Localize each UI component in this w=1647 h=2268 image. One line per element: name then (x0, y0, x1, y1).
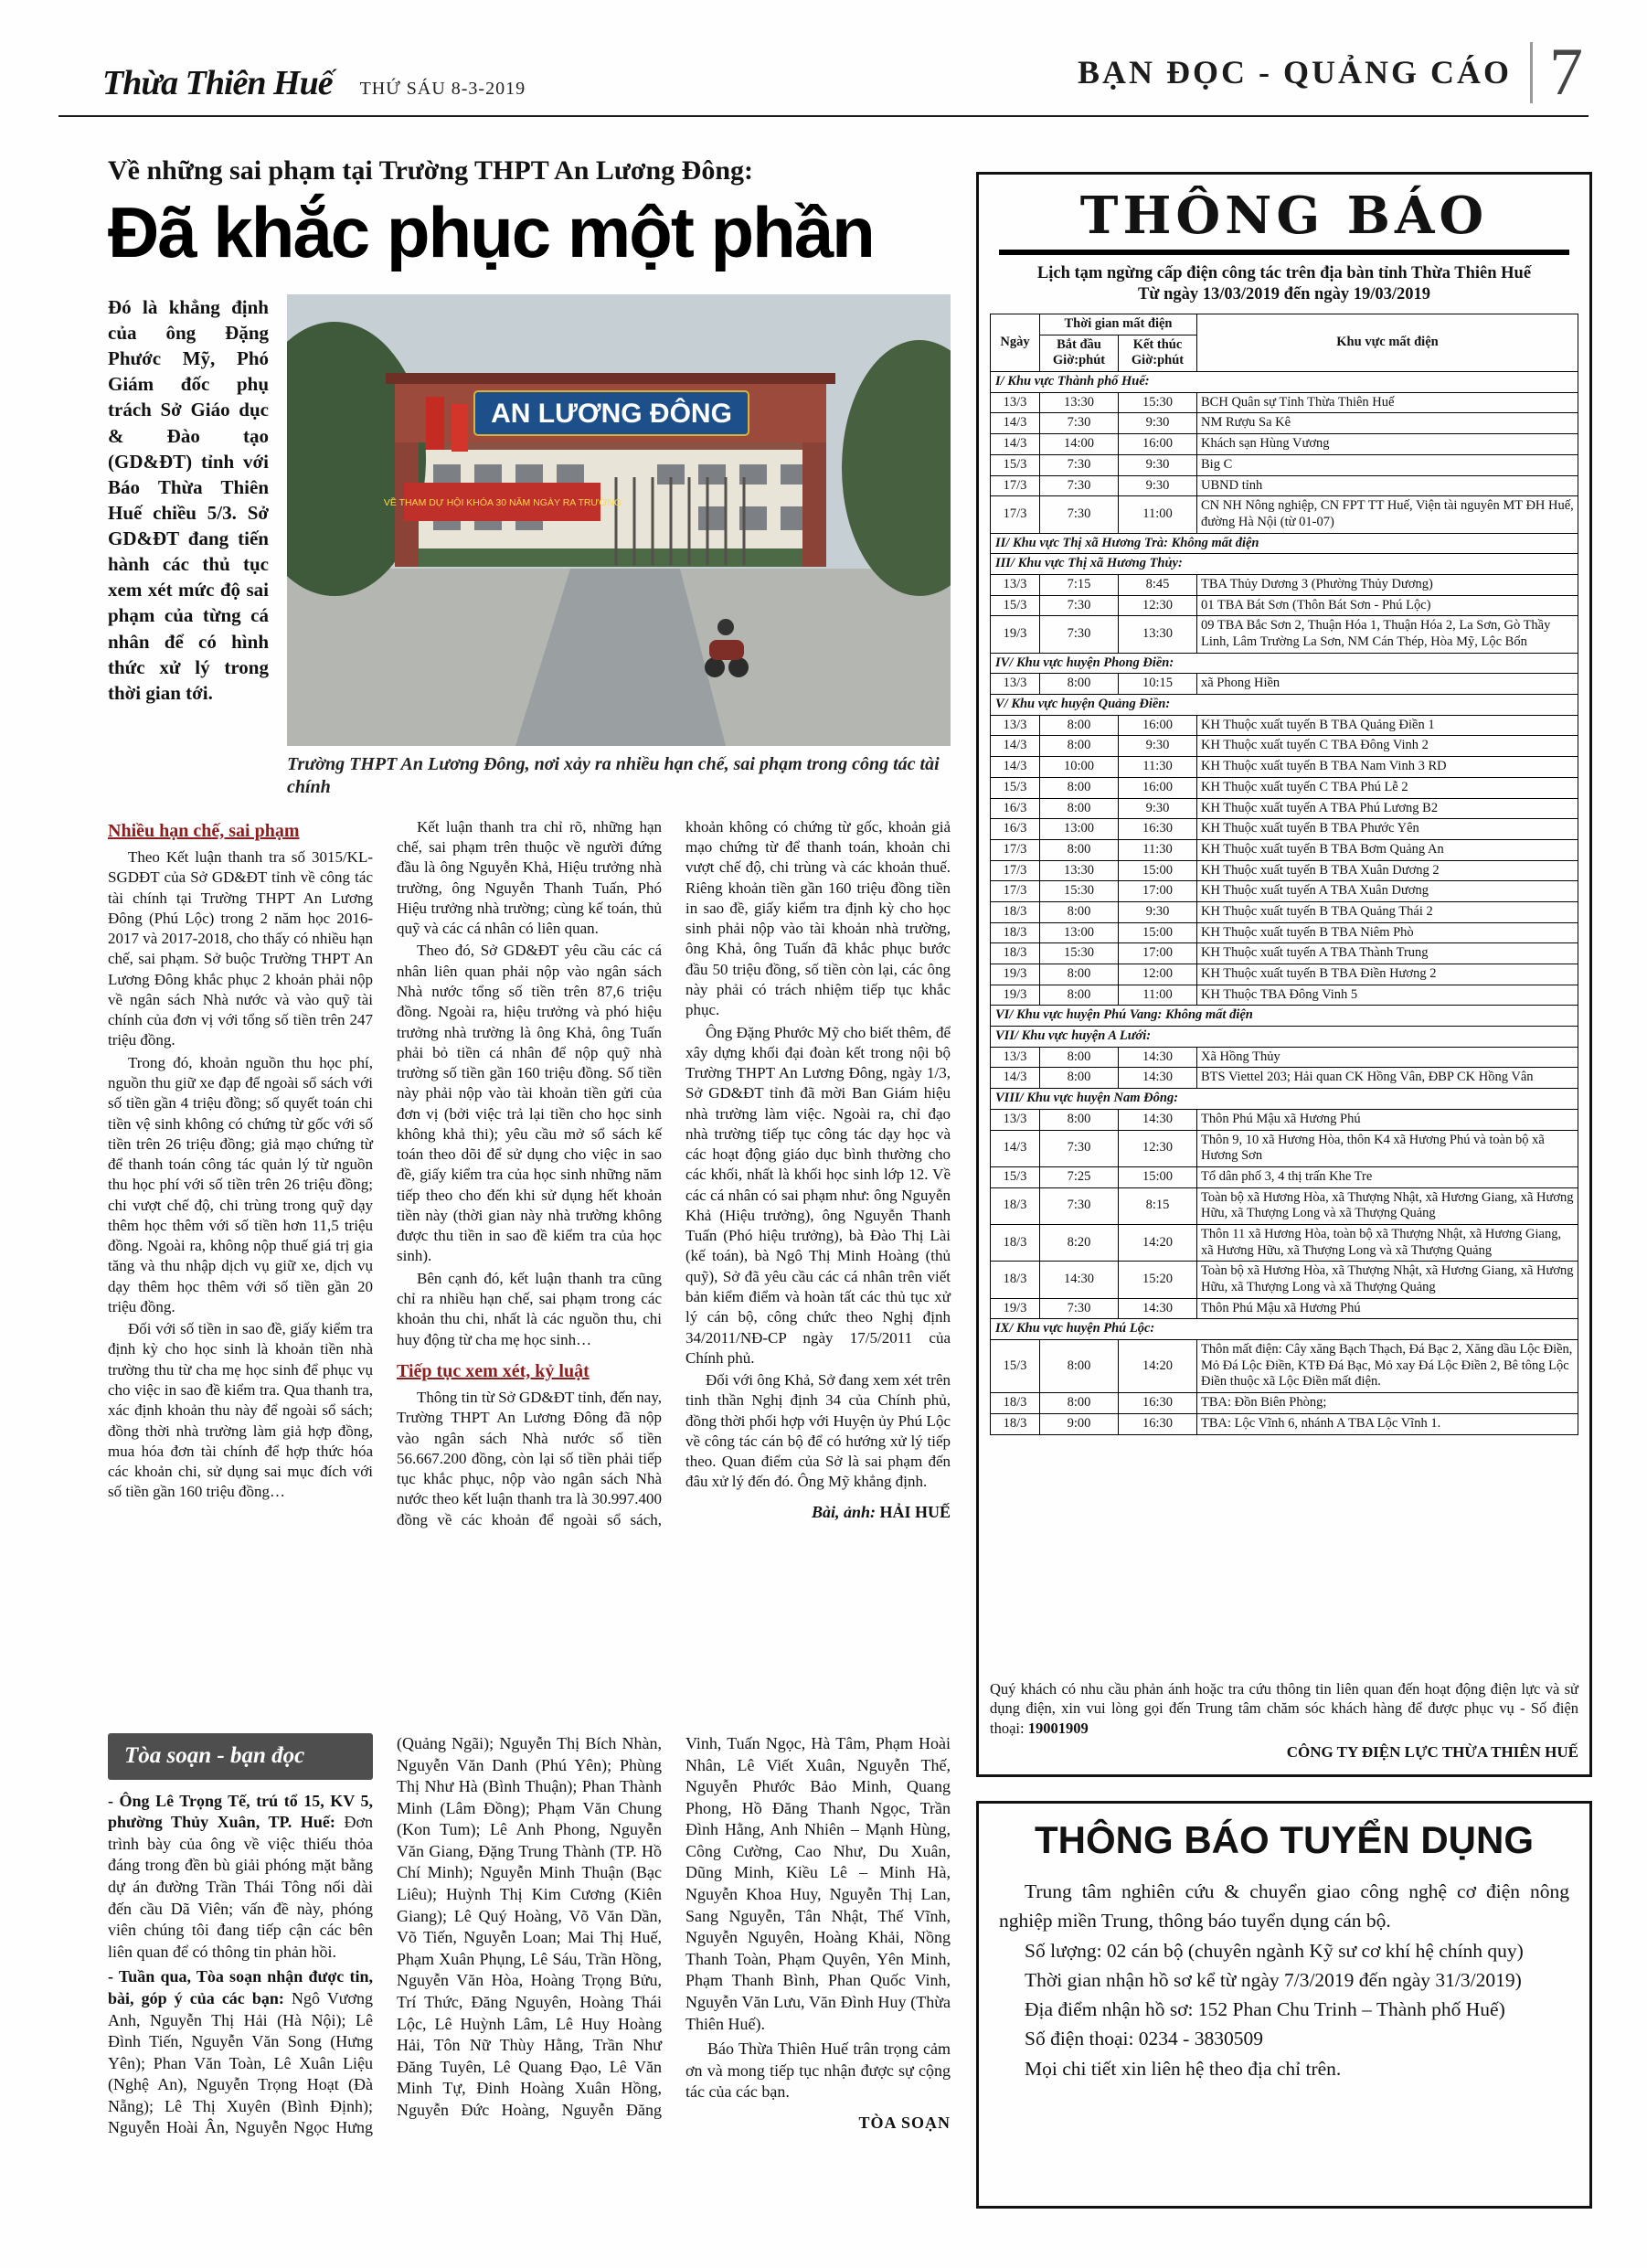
article-paragraph: Đối với số tiền in sao đề, giấy kiểm tra định kỳ cho học sinh là khoản tiền nhà trường thu từ cha mẹ học sinh để phục vụ cho việc in sao đề kiểm tra. Qua thanh tra, xác định khoản thu này để ngoài sổ sách; đồng thời nhà trường làm giả hợp đồng, mua hóa đơn tài chính để hợp thức hóa các khoản chi, sử dụng sai mục đích với số tiền gần 160 triệu đồng… (108, 1320, 373, 1501)
outage-end-time: 14:30 (1119, 1047, 1197, 1068)
outage-end-time: 13:30 (1119, 616, 1197, 653)
col-header-end-line2: Giờ:phút (1131, 353, 1185, 368)
outage-area: KH Thuộc xuất tuyến B TBA Xuân Dương 2 (1197, 860, 1578, 881)
outage-end-time: 14:30 (1119, 1109, 1197, 1130)
outage-start-time: 7:15 (1040, 574, 1119, 595)
outage-area: Thôn Phú Mậu xã Hương Phú (1197, 1298, 1578, 1319)
outage-end-time: 15:20 (1119, 1262, 1197, 1298)
newspaper-logo: Thừa Thiên Huế (102, 63, 333, 102)
outage-row (991, 901, 1578, 922)
outage-day: 14/3 (991, 757, 1040, 778)
outage-day: 16/3 (991, 798, 1040, 819)
readers-thanks: Báo Thừa Thiên Huế trân trọng cảm ơn và mong tiếp tục nhận được sự cộng tác của các bạn. (685, 2039, 951, 2102)
outage-row (991, 413, 1578, 434)
outage-day: 15/3 (991, 595, 1040, 616)
outage-start-time: 8:00 (1040, 777, 1119, 798)
article-paragraph: Bên cạnh đó, kết luận thanh tra cũng chỉ ra nhiều hạn chế, sai phạm trong các khoản thu chi, nhất là các nguồn thu, chi huy động từ cha mẹ học sinh… (397, 1269, 662, 1348)
col-header-start-line2: Giờ:phút (1052, 353, 1106, 368)
outage-area: Xã Hồng Thủy (1197, 1047, 1578, 1068)
recruitment-title: THÔNG BÁO TUYỂN DỤNG (1035, 1818, 1534, 1861)
outage-row (991, 392, 1578, 413)
outage-area: TBA Thủy Dương 3 (Phường Thủy Dương) (1197, 574, 1578, 595)
outage-start-time: 8:00 (1040, 1047, 1119, 1068)
article-paragraph: Theo Kết luận thanh tra số 3015/KL-SGDĐT của Sở GD&ĐT tỉnh về công tác tài chính tại Trường THPT An Lương Đông (Phú Lộc) trong 2 năm học 2016-2017 và 2017-2018, cho thấy có nhiều hạn chế, sai phạm. Sở buộc Trường THPT An Lương Đông khắc phục 2 khoản phải nộp về ngân sách Nhà nước và vào quỹ tài chính của đơn vị với tổng số tiền trên 247 triệu đồng. (108, 848, 373, 1049)
outage-section-heading: V/ Khu vực huyện Quảng Điền: (991, 695, 1578, 716)
article-paragraph: Trong đó, khoản nguồn thu học phí, nguồn thu giữ xe đạp để ngoài sổ sách với số tiền gần 4 triệu đồng; số quyết toán chi tiền vệ sinh không có chứng từ gốc với số tiền trên 26 triệu đồng; giả mạo chứng từ để thanh toán công tác quản lý từ nguồn thu học phí với số tiền trên 26 triệu đồng; chi vượt chế độ, chi trùng trong quỹ dạy thêm học thêm với số tiền hơn 11,5 triệu đồng. Ngoài ra, không nộp thuế giá trị gia tăng và thu nhập dịch vụ giữ xe, dịch vụ dạy thêm học thêm với số tiền gần 20 triệu đồng. (108, 1053, 373, 1315)
col-header-end (1119, 335, 1197, 371)
outage-end-time: 9:30 (1119, 736, 1197, 757)
outage-day: 13/3 (991, 1047, 1040, 1068)
article-subhead-2: Tiếp tục xem xét, kỷ luật (397, 1360, 590, 1381)
outage-start-time: 8:00 (1040, 1393, 1119, 1414)
outage-day: 19/3 (991, 964, 1040, 985)
notice-footer-note (990, 1670, 1578, 1738)
outage-start-time: 15:30 (1040, 943, 1119, 964)
outage-day: 15/3 (991, 1340, 1040, 1393)
masthead-left (102, 63, 526, 103)
article-kicker: Về những sai phạm tại Trường THPT An Lương Đông: (108, 155, 754, 186)
outage-row (991, 1298, 1578, 1319)
outage-area: TBA: Lộc Vĩnh 6, nhánh A TBA Lộc Vĩnh 1. (1197, 1413, 1578, 1434)
outage-row (991, 1262, 1578, 1298)
readers-p1-text: Đơn trình bày của ông về việc thiếu thỏa đáng trong đền bù giải phóng mặt bằng dự án đường Trần Thái Tông nối dài đến cầu Dã Viên; vấn đề này, phóng viên chúng tôi đang tiếp cận các bên liên quan để có thông tin phản hồi. (108, 1813, 373, 1961)
outage-row (991, 434, 1578, 455)
article-byline (685, 1502, 951, 1524)
outage-row (991, 839, 1578, 860)
outage-start-time: 13:30 (1040, 860, 1119, 881)
outage-end-time: 14:20 (1119, 1224, 1197, 1261)
recruitment-paragraph: Thời gian nhận hồ sơ kể từ ngày 7/3/2019 đến ngày 31/3/2019) (1025, 1968, 1522, 1991)
outage-row (991, 819, 1578, 840)
outage-end-time: 12:00 (1119, 964, 1197, 985)
outage-end-time: 14:30 (1119, 1298, 1197, 1319)
outage-area: KH Thuộc xuất tuyến A TBA Thành Trung (1197, 943, 1578, 964)
article-headline: Đã khắc phục một phần (108, 192, 874, 272)
outage-day: 15/3 (991, 777, 1040, 798)
article-paragraph: Thông tin từ Sở GD&ĐT tỉnh, đến nay, Trường THPT An Lương Đông đã nộp vào ngân sách Nhà nước số tiền 56.667.200 đồng, còn lại số tiền phải tiếp tục khắc phục, nộp vào ngân sách Nhà nước theo kết luận thanh tra là 30.997.400 đồng về các khoản để ngoài sổ sách, khoản không có chứng từ gốc, khoản giả mạo chứng từ để thanh toán, khoản chi vượt chế độ, chi trùng và các khoản thuế. Riêng khoản tiền gần 160 triệu đồng tiền in sao đề, giấy kiểm tra định kỳ cho học sinh phải nộp vào tài khoản nhà trường, ông Khả, ông Tuấn đã khắc phục bước đầu 50 triệu đồng, số tiền còn lại, các ông này phải có trách nhiệm tiếp tục khắc phục. (397, 817, 951, 1528)
recruitment-notice (976, 1801, 1592, 2209)
outage-end-time: 15:00 (1119, 922, 1197, 943)
outage-start-time: 8:00 (1040, 1109, 1119, 1130)
outage-area: KH Thuộc xuất tuyến B TBA Bơm Quảng An (1197, 839, 1578, 860)
outage-start-time: 14:00 (1040, 434, 1119, 455)
outage-table-body (991, 372, 1578, 1434)
recruitment-paragraph: Số lượng: 02 cán bộ (chuyên ngành Kỹ sư cơ khí hệ chính quy) (1025, 1939, 1524, 1962)
outage-end-time: 9:30 (1119, 798, 1197, 819)
outage-start-time: 14:30 (1040, 1262, 1119, 1298)
outage-row (991, 1413, 1578, 1434)
outage-area: NM Rượu Sa Kê (1197, 413, 1578, 434)
notice-subtitle-1: Lịch tạm ngừng cấp điện công tác trên địa bàn tỉnh Thừa Thiên Huế (1036, 264, 1532, 282)
photo-gate-roof (386, 373, 835, 384)
readers-p2-text: Ngô Vương Anh, Nguyễn Thị Hải (Hà Nội); Lê Đình Tiến, Nguyễn Văn Song (Hưng Yên); Phan Văn Toàn, Lê Xuân Liệu (Nghệ An), Nguyễn Trọng Hoạt (Đà Nẵng); Lê Thị Xuyên (Bình Định); Nguyễn Hoài Ân, Nguyễn Ngọc Hưng (Quảng Ngãi); Nguyễn Thị Bích Nhàn, Nguyễn Văn Danh (Phú Yên); Phùng Thị Như Hà (Bình Thuận); Phan Thành Minh (Lâm Đồng); Phạm Văn Chung (Kon Tum); Lê Anh Phong, Nguyễn Văn Giang, Đặng Trung Thành (TP. Hồ Chí Minh); Nguyễn Minh Thuận (Bạc Liêu); Huỳnh Thị Kim Cương (Kiên Giang); Lê Quý Hoàng, Võ Văn Dần, Võ Tiến, Nguyễn Loan; Mai Thị Huế, Phạm Xuân Phụng, Lê Sáu, Trần Hồng, Nguyễn Văn Hòa, Hoàng Trọng Bửu, Trí Thức, Đăng Nguyên, Hoàng Thái Lộc, Lê Huỳnh Lâm, Lê Huy Hoàng Hải, Tôn Nữ Thùy Hằng, Trần Như Đăng Tuyên, Lê Quang Đạo, Lê Văn Minh Tự, Đinh Hoàng Xuân Hồng, Nguyễn Đức Hoàng, Nguyễn Đăng Vinh, Tuấn Ngọc, Hà Tâm, Phạm Hoài Nhân, Lê Viết Xuân, Nguyễn Thế, Nguyễn Phước Bảo Minh, Quang Phong, Hồ Đăng Thanh Ngọc, Trần Đình Hằng, Anh Nhiên – Mạnh Hùng, Công Cường, Cao Như, Du Xuân, Dũng Minh, Kiều Lê – Minh Hà, Nguyễn Khoa Huy, Nguyễn Thị Lan, Sang Nguyễn, Tân Nhật, Thế Vĩnh, Nguyễn Nguyên, Hoàng Khải, Nồng Thanh Toàn, Phạm Quyên, Yên Minh, Phạm Thanh Bình, Phan Quốc Vinh, Nguyễn Văn Lưu, Văn Đình Huy (Thừa Thiên Huế). (108, 1734, 951, 2137)
outage-row (991, 1393, 1578, 1414)
outage-day: 18/3 (991, 943, 1040, 964)
outage-start-time: 8:00 (1040, 798, 1119, 819)
outage-day: 19/3 (991, 1298, 1040, 1319)
outage-end-time: 16:00 (1119, 434, 1197, 455)
outage-section-row (991, 1027, 1578, 1048)
outage-start-time: 8:00 (1040, 715, 1119, 736)
outage-area: TBA: Đồn Biên Phòng; (1197, 1393, 1578, 1414)
readers-paragraph (108, 1791, 373, 1964)
section-title: BẠN ĐỌC - QUẢNG CÁO (1078, 54, 1512, 91)
page-number: 7 (1530, 42, 1583, 103)
outage-start-time: 7:25 (1040, 1166, 1119, 1187)
article-lead-row (108, 294, 951, 799)
article-lead: Đó là khẳng định của ông Đặng Phước Mỹ, Phó Giám đốc phụ trách Sở Giáo dục & Đào tạo (GD&ĐT) tỉnh với Báo Thừa Thiên Huế chiều 5/3. Sở GD&ĐT đang tiến hành các thủ tục xem xét mức độ sai phạm của từng cá nhân để có hình thức xử lý trong thời gian tới. (108, 295, 269, 704)
outage-start-time: 13:00 (1040, 922, 1119, 943)
outage-section-heading: VII/ Khu vực huyện A Lưới: (991, 1027, 1578, 1048)
readers-section (108, 1733, 951, 2139)
outage-start-time: 7:30 (1040, 413, 1119, 434)
outage-end-time: 16:30 (1119, 1413, 1197, 1434)
outage-day: 18/3 (991, 1413, 1040, 1434)
outage-day: 14/3 (991, 1130, 1040, 1166)
notice-footer-text: Quý khách có nhu cầu phản ánh hoặc tra cứu thông tin liên quan đến hoạt động điện lực và sử dụng điện, xin vui lòng gọi đến Trung tâm chăm sóc khách hàng để được phục vụ - Số điện thoại: (990, 1679, 1578, 1737)
outage-area: KH Thuộc xuất tuyến B TBA Quảng Thái 2 (1197, 901, 1578, 922)
outage-section-row (991, 653, 1578, 674)
outage-start-time: 8:20 (1040, 1224, 1119, 1261)
outage-start-time: 10:00 (1040, 757, 1119, 778)
outage-end-time: 16:00 (1119, 777, 1197, 798)
outage-day: 13/3 (991, 674, 1040, 695)
outage-row (991, 736, 1578, 757)
outage-start-time: 8:00 (1040, 985, 1119, 1006)
outage-area: Thôn Phú Mậu xã Hương Phú (1197, 1109, 1578, 1130)
outage-end-time: 11:30 (1119, 757, 1197, 778)
article-paragraph: Đối với ông Khả, Sở đang xem xét trên tinh thần Nghị định 34 của Chính phủ, đồng thời phối hợp với Huyện ủy Phú Lộc về công tác cán bộ để có hướng xử lý tiếp theo. Quan điểm của Sở là sai phạm đến đâu xử lý đến đó. Ông Mỹ khẳng định. (685, 1371, 951, 1491)
outage-end-time: 12:30 (1119, 1130, 1197, 1166)
outage-start-time: 13:30 (1040, 392, 1119, 413)
outage-start-time: 9:00 (1040, 1413, 1119, 1434)
photo-hedge (415, 548, 826, 567)
outage-start-time: 7:30 (1040, 454, 1119, 475)
outage-day: 19/3 (991, 985, 1040, 1006)
article-body (108, 817, 951, 1530)
outage-row (991, 595, 1578, 616)
outage-area: UBND tỉnh (1197, 475, 1578, 496)
outage-end-time: 9:30 (1119, 454, 1197, 475)
outage-area: KH Thuộc xuất tuyến C TBA Phú Lễ 2 (1197, 777, 1578, 798)
outage-row (991, 616, 1578, 653)
outage-area: KH Thuộc xuất tuyến C TBA Đông Vinh 2 (1197, 736, 1578, 757)
outage-start-time: 7:30 (1040, 616, 1119, 653)
readers-signoff: TÒA SOẠN (858, 2113, 951, 2132)
outage-section-heading: II/ Khu vực Thị xã Hương Trà: Không mất điện (991, 533, 1578, 554)
notice-hotline-number: 19001909 (1027, 1719, 1089, 1737)
outage-day: 19/3 (991, 616, 1040, 653)
outage-start-time: 8:00 (1040, 839, 1119, 860)
outage-area: KH Thuộc xuất tuyến A TBA Xuân Dương (1197, 881, 1578, 902)
photo-banner-text: VỀ THAM DỰ HỘI KHÓA 30 NĂM NGÀY RA TRƯỜNG (383, 496, 622, 508)
outage-section-heading: I/ Khu vực Thành phố Huế: (991, 372, 1578, 393)
outage-end-time: 16:30 (1119, 1393, 1197, 1414)
col-header-day: Ngày (991, 314, 1040, 372)
outage-day: 13/3 (991, 1109, 1040, 1130)
outage-row (991, 1130, 1578, 1166)
article-photo (287, 294, 951, 799)
outage-area: Khách sạn Hùng Vương (1197, 434, 1578, 455)
outage-start-time: 8:00 (1040, 1068, 1119, 1089)
outage-start-time: 8:00 (1040, 964, 1119, 985)
main-article (108, 155, 951, 1530)
recruitment-paragraph: Mọi chi tiết xin liên hệ theo địa chỉ trên. (1025, 2057, 1342, 2080)
outage-section-heading: IV/ Khu vực huyện Phong Điền: (991, 653, 1578, 674)
outage-area: KH Thuộc xuất tuyến B TBA Điền Hương 2 (1197, 964, 1578, 985)
outage-day: 14/3 (991, 434, 1040, 455)
col-header-start (1040, 335, 1119, 371)
outage-row (991, 757, 1578, 778)
outage-section-row (991, 1319, 1578, 1340)
article-subhead-1: Nhiều hạn chế, sai phạm (108, 820, 300, 841)
outage-row (991, 777, 1578, 798)
recruitment-paragraph: Số điện thoại: 0234 - 3830509 (1025, 2028, 1263, 2050)
outage-section-row (991, 533, 1578, 554)
article-paragraph: Theo đó, Sở GD&ĐT yêu cầu các cá nhân liên quan phải nộp vào ngân sách Nhà nước tổng số tiền trên 87,6 triệu đồng. Ngoài ra, hiệu trưởng và phó hiệu trưởng nhà trường là ông Khả, ông Tuấn phải bỏ tiền cá nhân để nộp quỹ nhà trường số tiền gần 160 triệu đồng. Số tiền này phải nộp vào tài khoản tiền gửi của đơn vị (bởi việc trả lại tiền cho học sinh không khả thi); yêu cầu mở sổ sách kế toán theo dõi để sử dụng cho việc in sao đề, giấy kiểm tra của học sinh những năm tiếp theo cho đến khi sử dụng hết khoản tiền này (thời gian này nhà trường không được thu tiền in sao đề kiểm tra của học sinh). (397, 942, 662, 1265)
outage-end-time: 9:30 (1119, 901, 1197, 922)
notice-subtitle-2: Từ ngày 13/03/2019 đến ngày 19/03/2019 (1138, 285, 1430, 303)
photo-gate-sign-text: AN LƯƠNG ĐÔNG (491, 398, 732, 429)
outage-start-time: 8:00 (1040, 736, 1119, 757)
article-paragraph: Ông Đặng Phước Mỹ cho biết thêm, để xây dựng khối đại đoàn kết trong nội bộ Trường THPT An Lương Đông, ngày 1/3, Sở GD&ĐT tỉnh đã mời Ban Giám hiệu nhà trường làm việc. Ngoài ra, chỉ đạo nhà trường tiếp tục công tác dạy học và các hoạt động giáo dục bình thường cho các khối, nhất là khối học sinh lớp 12. Về các cá nhân có sai phạm như: ông Nguyễn Khả (Hiệu trưởng), ông Nguyễn Thanh Tuấn (Phó hiệu trưởng), bà Đào Thị Lài (kế toán), bà Ngô Thị Minh Hoàng (thủ quỹ), Sở đã yêu cầu các cá nhân trên viết bản kiểm điểm và hoàn tất các thủ tục xử lý cán bộ, công chức theo Nghị định 34/2011/NĐ-CP ngày 17/5/2011 của Chính phủ. (685, 1023, 951, 1367)
outage-row (991, 1068, 1578, 1089)
outage-start-time: 15:30 (1040, 881, 1119, 902)
outage-area: Toàn bộ xã Hương Hòa, xã Thượng Nhật, xã Hương Giang, xã Hương Hữu, xã Thượng Long và xã Thượng Quảng (1197, 1262, 1578, 1298)
outage-row (991, 881, 1578, 902)
outage-end-time: 15:00 (1119, 860, 1197, 881)
issue-date: THỨ SÁU 8-3-2019 (359, 78, 526, 99)
outage-day: 18/3 (991, 901, 1040, 922)
outage-area: xã Phong Hiền (1197, 674, 1578, 695)
outage-row (991, 922, 1578, 943)
outage-area: KH Thuộc xuất tuyến B TBA Nam Vinh 3 RD (1197, 757, 1578, 778)
outage-section-row (991, 695, 1578, 716)
outage-start-time: 7:30 (1040, 595, 1119, 616)
readers-p1-lead: - Ông Lê Trọng Tế, trú tổ 15, KV 5, phường Thủy Xuân, TP. Huế: (108, 1791, 373, 1832)
outage-area: BCH Quân sự Tỉnh Thừa Thiên Huế (1197, 392, 1578, 413)
outage-day: 13/3 (991, 574, 1040, 595)
outage-start-time: 8:00 (1040, 674, 1119, 695)
photo-gate-pillar-right (802, 442, 826, 567)
outage-start-time: 13:00 (1040, 819, 1119, 840)
outage-section-row (991, 554, 1578, 575)
header-rule (58, 115, 1589, 117)
outage-day: 17/3 (991, 881, 1040, 902)
outage-row (991, 943, 1578, 964)
outage-day: 14/3 (991, 736, 1040, 757)
outage-section-heading: VIII/ Khu vực huyện Nam Đông: (991, 1089, 1578, 1110)
outage-end-time: 8:15 (1119, 1187, 1197, 1224)
outage-start-time: 8:00 (1040, 901, 1119, 922)
outage-row (991, 1187, 1578, 1224)
outage-section-heading: VI/ Khu vực huyện Phú Vang: Không mất điện (991, 1006, 1578, 1027)
outage-area: BTS Viettel 203; Hải quan CK Hồng Vân, ĐBP CK Hồng Vân (1197, 1068, 1578, 1089)
outage-day: 18/3 (991, 1187, 1040, 1224)
notice-signature: CÔNG TY ĐIỆN LỰC THỪA THIÊN HUẾ (1286, 1743, 1578, 1761)
col-header-start-line1: Bắt đầu (1057, 336, 1101, 352)
outage-row (991, 715, 1578, 736)
outage-row (991, 1109, 1578, 1130)
outage-day: 17/3 (991, 475, 1040, 496)
page-header (102, 35, 1583, 110)
outage-row (991, 1166, 1578, 1187)
notice-title: THÔNG BÁO (999, 186, 1569, 255)
outage-row (991, 674, 1578, 695)
outage-row (991, 964, 1578, 985)
outage-table-head (991, 314, 1578, 372)
outage-row (991, 985, 1578, 1006)
outage-end-time: 15:00 (1119, 1166, 1197, 1187)
power-outage-notice (976, 172, 1592, 1777)
outage-end-time: 16:30 (1119, 819, 1197, 840)
outage-end-time: 15:30 (1119, 392, 1197, 413)
outage-row (991, 454, 1578, 475)
col-header-time-group: Thời gian mất điện (1040, 314, 1197, 335)
outage-section-row (991, 1006, 1578, 1027)
outage-area: KH Thuộc xuất tuyến B TBA Quảng Điền 1 (1197, 715, 1578, 736)
outage-end-time: 10:15 (1119, 674, 1197, 695)
outage-start-time: 7:30 (1040, 1130, 1119, 1166)
readers-section-label: Tòa soạn - bạn đọc (108, 1733, 373, 1780)
outage-area: Tổ dân phố 3, 4 thị trấn Khe Tre (1197, 1166, 1578, 1187)
outage-start-time: 7:30 (1040, 1298, 1119, 1319)
outage-day: 18/3 (991, 922, 1040, 943)
outage-schedule-table (990, 314, 1578, 1435)
outage-row (991, 1224, 1578, 1261)
outage-row (991, 798, 1578, 819)
outage-area: KH Thuộc xuất tuyến B TBA Niêm Phò (1197, 922, 1578, 943)
outage-day: 16/3 (991, 819, 1040, 840)
outage-end-time: 9:30 (1119, 413, 1197, 434)
outage-day: 17/3 (991, 496, 1040, 533)
outage-end-time: 11:30 (1119, 839, 1197, 860)
outage-area: 09 TBA Bắc Sơn 2, Thuận Hóa 1, Thuận Hóa 2, La Sơn, Gò Thầy Linh, Lâm Trường La Sơn, NM Cán Thép, Hòa Mỹ, Lộc Bổn (1197, 616, 1578, 653)
outage-row (991, 860, 1578, 881)
outage-start-time: 7:30 (1040, 475, 1119, 496)
outage-start-time: 8:00 (1040, 1340, 1119, 1393)
outage-end-time: 9:30 (1119, 475, 1197, 496)
outage-end-time: 14:20 (1119, 1340, 1197, 1393)
outage-area: Toàn bộ xã Hương Hòa, xã Thượng Nhật, xã Hương Giang, xã Hương Hữu, xã Thượng Long và xã Thượng Quảng (1197, 1187, 1578, 1224)
outage-end-time: 16:00 (1119, 715, 1197, 736)
outage-area: KH Thuộc xuất tuyến B TBA Phước Yên (1197, 819, 1578, 840)
school-gate-photo (287, 294, 951, 746)
outage-day: 17/3 (991, 839, 1040, 860)
masthead-right (1078, 35, 1583, 110)
outage-row (991, 1340, 1578, 1393)
byline-label: Bài, ảnh: (811, 1502, 876, 1521)
byline-name: HẢI HUẾ (879, 1502, 951, 1521)
outage-end-time: 11:00 (1119, 985, 1197, 1006)
outage-row (991, 1047, 1578, 1068)
outage-area: Thôn 11 xã Hương Hòa, toàn bộ xã Thượng Nhật, xã Hương Giang, xã Hương Hữu, xã Thượng Long và xã Thượng Quảng (1197, 1224, 1578, 1261)
article-paragraph: Kết luận thanh tra chỉ rõ, những hạn chế, sai phạm trên thuộc về người đứng đầu là ông Nguyễn Khả, Hiệu trưởng nhà trường, ông Nguyễn Thanh Tuấn, Phó Hiệu trưởng nhà trường; cùng kế toán, thủ quỹ và các cá nhân có liên quan. (397, 817, 662, 938)
outage-row (991, 496, 1578, 533)
outage-day: 18/3 (991, 1224, 1040, 1261)
outage-area: Thôn 9, 10 xã Hương Hòa, thôn K4 xã Hương Phú và toàn bộ xã Hương Sơn (1197, 1130, 1578, 1166)
outage-end-time: 17:00 (1119, 881, 1197, 902)
outage-area: 01 TBA Bát Sơn (Thôn Bát Sơn - Phú Lộc) (1197, 595, 1578, 616)
outage-area: Thôn mất điện: Cây xăng Bạch Thạch, Đá Bạc 2, Xăng dầu Lộc Điền, Mỏ Đá Lộc Điền, KTĐ Đá Bạc, Mỏ xay Đá Lộc Điền 2, Bê tông Lộc Điền thuộc xã Lộc Điền mất điện. (1197, 1340, 1578, 1393)
outage-start-time: 7:30 (1040, 1187, 1119, 1224)
outage-area: KH Thuộc xuất tuyến A TBA Phú Lương B2 (1197, 798, 1578, 819)
outage-section-row (991, 1089, 1578, 1110)
outage-row (991, 574, 1578, 595)
outage-day: 14/3 (991, 413, 1040, 434)
outage-start-time: 7:30 (1040, 496, 1119, 533)
outage-end-time: 17:00 (1119, 943, 1197, 964)
photo-caption: Trường THPT An Lương Đông, nơi xảy ra nhiều hạn chế, sai phạm trong công tác tài chính (287, 753, 940, 797)
outage-area: KH Thuộc TBA Đông Vinh 5 (1197, 985, 1578, 1006)
outage-end-time: 12:30 (1119, 595, 1197, 616)
outage-end-time: 11:00 (1119, 496, 1197, 533)
col-header-area: Khu vực mất điện (1197, 314, 1578, 372)
readers-p2-lead: - Tuần qua, Tòa soạn nhận được tin, bài, góp ý của các bạn: (108, 1967, 373, 2007)
col-header-end-line1: Kết thúc (1132, 336, 1183, 352)
outage-area: CN NH Nông nghiệp, CN FPT TT Huế, Viện tài nguyên MT ĐH Huế, đường Hà Nội (từ 01-07) (1197, 496, 1578, 533)
outage-end-time: 8:45 (1119, 574, 1197, 595)
outage-day: 17/3 (991, 860, 1040, 881)
outage-section-heading: IX/ Khu vực huyện Phú Lộc: (991, 1319, 1578, 1340)
outage-section-heading: III/ Khu vực Thị xã Hương Thủy: (991, 554, 1578, 575)
right-column (976, 172, 1592, 2209)
outage-day: 18/3 (991, 1262, 1040, 1298)
outage-day: 15/3 (991, 1166, 1040, 1187)
recruitment-paragraph: Địa điểm nhận hồ sơ: 152 Phan Chu Trinh – Thành phố Huế) (1025, 1998, 1505, 2020)
outage-row (991, 475, 1578, 496)
outage-section-row (991, 372, 1578, 393)
outage-day: 15/3 (991, 454, 1040, 475)
outage-day: 14/3 (991, 1068, 1040, 1089)
recruitment-paragraph: Trung tâm nghiên cứu & chuyển giao công nghệ cơ điện nông nghiệp miền Trung, thông báo tuyển dụng cán bộ. (999, 1880, 1569, 1933)
outage-day: 18/3 (991, 1393, 1040, 1414)
outage-area: Big C (1197, 454, 1578, 475)
outage-end-time: 14:30 (1119, 1068, 1197, 1089)
outage-day: 13/3 (991, 715, 1040, 736)
outage-day: 13/3 (991, 392, 1040, 413)
